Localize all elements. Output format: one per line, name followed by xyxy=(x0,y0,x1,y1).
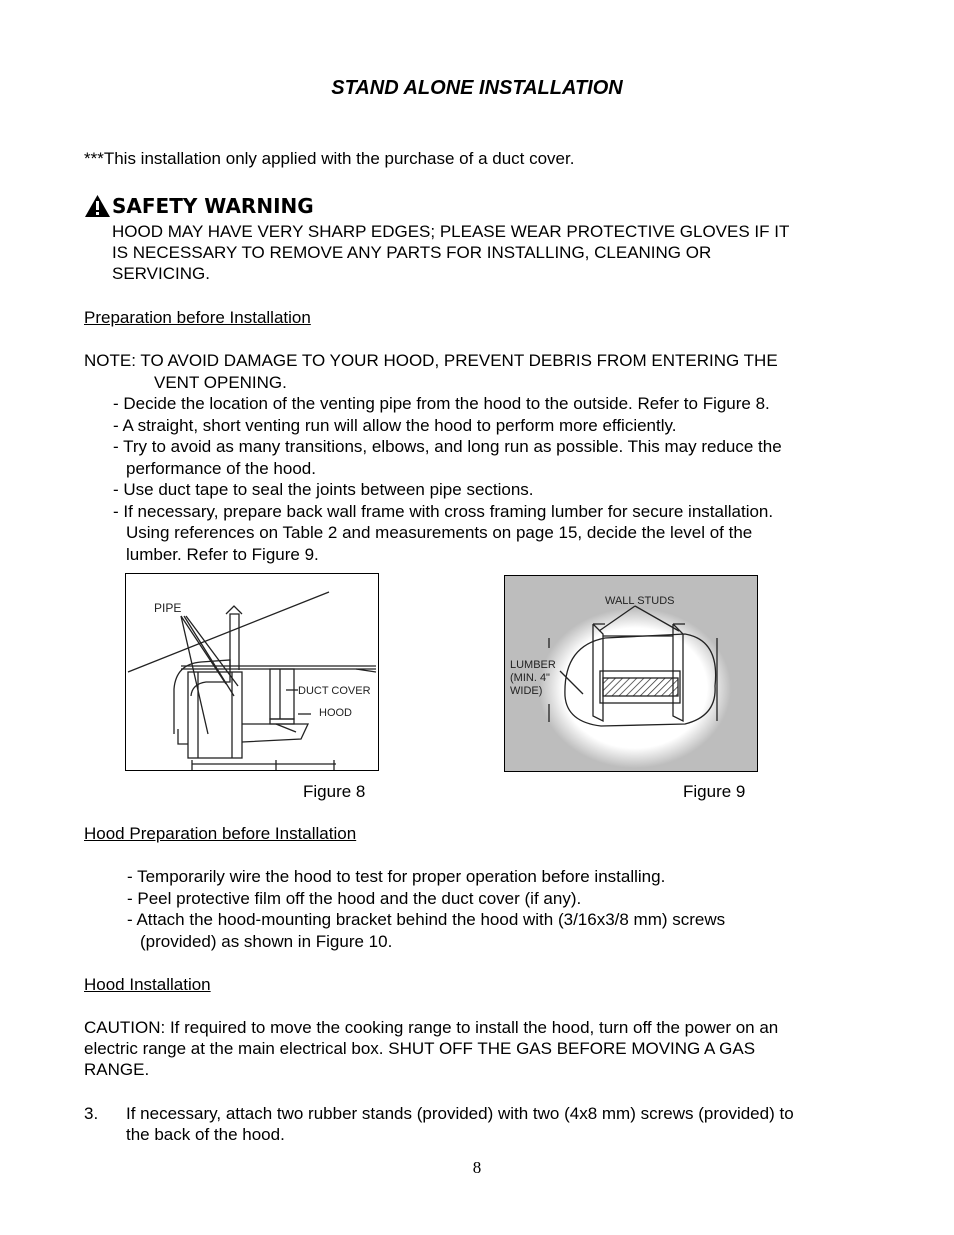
fig8-label-duct-cover: DUCT COVER xyxy=(298,685,371,697)
hood-install-heading: Hood Installation xyxy=(84,975,211,994)
prep-bullet: - Decide the location of the venting pipe from the hood to the outside. Refer to Figure 8. xyxy=(113,394,770,413)
fig8-label-hood: HOOD xyxy=(319,707,352,719)
safety-text xyxy=(112,221,789,284)
caution-line: RANGE. xyxy=(84,1060,150,1079)
warning-triangle-icon xyxy=(84,194,111,218)
hood-prep-bullet: - Temporarily wire the hood to test for proper operation before installing. xyxy=(127,867,666,886)
safety-line: SERVICING. xyxy=(112,264,210,283)
fig8-label-pipe: PIPE xyxy=(154,601,182,615)
figure-8-drawing xyxy=(126,574,378,770)
prep-note-line2: VENT OPENING. xyxy=(154,373,287,392)
hood-prep-bullet: - Attach the hood-mounting bracket behind the hood with (3/16x3/8 mm) screws xyxy=(127,910,726,929)
fig9-label-wall-studs: WALL STUDS xyxy=(605,595,675,607)
caution-line: CAUTION: If required to move the cooking range to install the hood, turn off the power on an xyxy=(84,1018,779,1037)
prep-note-line1: NOTE: TO AVOID DAMAGE TO YOUR HOOD, PREVENT DEBRIS FROM ENTERING THE xyxy=(84,351,778,370)
step-text xyxy=(126,1103,794,1145)
safety-warning-title: SAFETY WARNING xyxy=(112,194,314,218)
figure-9-caption: Figure 9 xyxy=(683,782,746,801)
prep-bullet-cont: performance of the hood. xyxy=(126,459,316,478)
hood-prep-bullet-cont: (provided) as shown in Figure 10. xyxy=(140,932,393,951)
prep-bullet: - If necessary, prepare back wall frame with cross framing lumber for secure installation. xyxy=(113,502,774,521)
safety-warning-heading xyxy=(84,194,314,218)
step-line: the back of the hood. xyxy=(126,1125,285,1144)
figure-9-drawing xyxy=(505,576,757,771)
caution-line: electric range at the main electrical box. SHUT OFF THE GAS BEFORE MOVING A GAS xyxy=(84,1039,756,1058)
fig9-label-lumber-wide: WIDE) xyxy=(510,685,543,697)
safety-line: HOOD MAY HAVE VERY SHARP EDGES; PLEASE WEAR PROTECTIVE GLOVES IF IT xyxy=(112,222,790,241)
intro-note: ***This installation only applied with the purchase of a duct cover. xyxy=(84,149,575,168)
fig9-label-lumber: LUMBER xyxy=(510,659,556,671)
prep-bullet-cont: lumber. Refer to Figure 9. xyxy=(126,545,319,564)
prep-heading: Preparation before Installation xyxy=(84,308,311,327)
figure-8-caption: Figure 8 xyxy=(303,782,366,801)
prep-bullet: - Try to avoid as many transitions, elbows, and long run as possible. This may reduce the xyxy=(113,437,782,456)
figure-9 xyxy=(504,575,758,772)
step-line: If necessary, attach two rubber stands (provided) with two (4x8 mm) screws (provided) to xyxy=(126,1104,794,1123)
hood-prep-heading: Hood Preparation before Installation xyxy=(84,824,357,843)
page-title: STAND ALONE INSTALLATION xyxy=(331,77,623,99)
page-number: 8 xyxy=(472,1158,482,1177)
caution-text xyxy=(84,1017,778,1080)
prep-bullet-cont: Using references on Table 2 and measurements on page 15, decide the level of the xyxy=(126,523,753,542)
prep-bullet: - A straight, short venting run will allow the hood to perform more efficiently. xyxy=(113,416,677,435)
figure-8 xyxy=(125,573,379,771)
hood-prep-bullet: - Peel protective film off the hood and the duct cover (if any). xyxy=(127,889,582,908)
fig9-label-lumber-min: (MIN. 4" xyxy=(510,672,550,684)
step-number: 3. xyxy=(84,1104,99,1123)
prep-bullet: - Use duct tape to seal the joints between pipe sections. xyxy=(113,480,534,499)
safety-line: IS NECESSARY TO REMOVE ANY PARTS FOR INSTALLING, CLEANING OR xyxy=(112,243,712,262)
